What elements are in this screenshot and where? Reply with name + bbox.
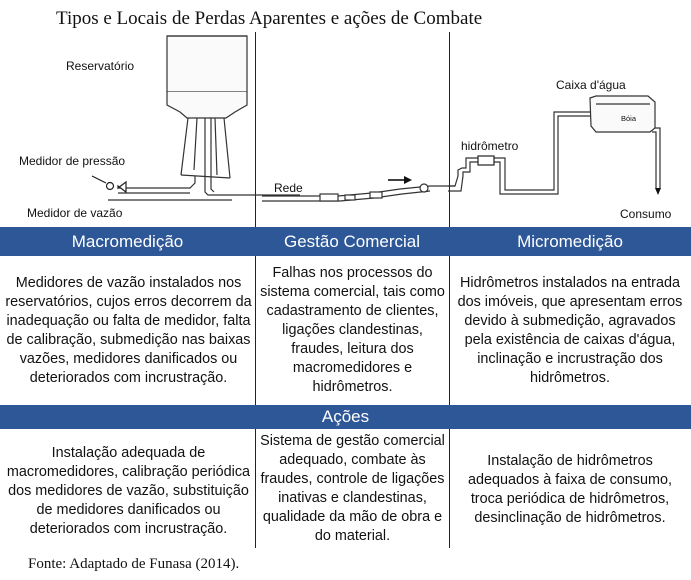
problem-macromedicao: Medidores de vazão instalados nos reservatórios, cujos erros decorrem da inadequação ou falta de medidor, falta de calibração, submedição nas baixas vazões, medidores danificados ou deteriorados com incrustração. [5,275,252,386]
figure-title: Tipos e Locais de Perdas Aparentes e ações de Combate [56,8,483,29]
action-macromedicao: Instalação adequada de macromedidores, calibração periódica dos medidores de vazão, substituição de medidores danificados ou deteriorados com incrustração. [6,445,251,537]
consumption-arrow-icon [655,188,661,195]
action-gestao-comercial: Sistema de gestão comercial adequado, combate às fraudes, controle de ligações inativas e clandestinas, qualidade da mão de obra e do material. [260,433,445,544]
water-tank [590,96,660,188]
label-rede: Rede [274,181,303,195]
label-medidor-vazao: Medidor de vazão [27,206,123,220]
label-consumo: Consumo [620,207,672,221]
flow-arrow-icon [388,176,412,184]
water-system-illustration [0,0,691,232]
header-gestao-comercial: Gestão Comercial [283,231,421,251]
label-boia: Bóia [621,114,637,123]
service-pipe [448,112,596,194]
problem-micromedicao: Hidrômetros instalados na entrada dos imóveis, que apresentam erros devido à submedição, agravados pela existência de caixas d'água, inclinação e incrustração dos hidrômetros. [457,275,683,386]
action-micromedicao: Instalação de hidrômetros adequados à faixa de consumo, troca periódica de hidrômetros, desinclinação de hidrômetros. [467,453,672,526]
label-caixa-dagua: Caixa d'água [556,78,626,92]
hydrometer-icon [478,156,494,165]
actions-band [0,405,691,429]
problem-gestao-comercial: Falhas nos processos do sistema comercial, tais como cadastramento de clientes, ligações clandestinas, fraudes, leitura dos macromedidores e hidrômetros. [260,265,445,395]
reservoir [108,36,300,200]
label-reservatorio: Reservatório [66,59,135,73]
header-micromedicao: Micromedição [517,231,623,251]
label-hidrometro: hidrômetro [461,139,519,153]
source-caption: Fonte: Adaptado de Funasa (2014). [28,556,240,572]
label-medidor-pressao: Medidor de pressão [19,154,126,168]
pressure-gauge-icon [92,176,126,192]
header-macromedicao: Macromedição [71,231,184,251]
actions-header: Ações [321,407,370,426]
header-band [0,227,691,256]
